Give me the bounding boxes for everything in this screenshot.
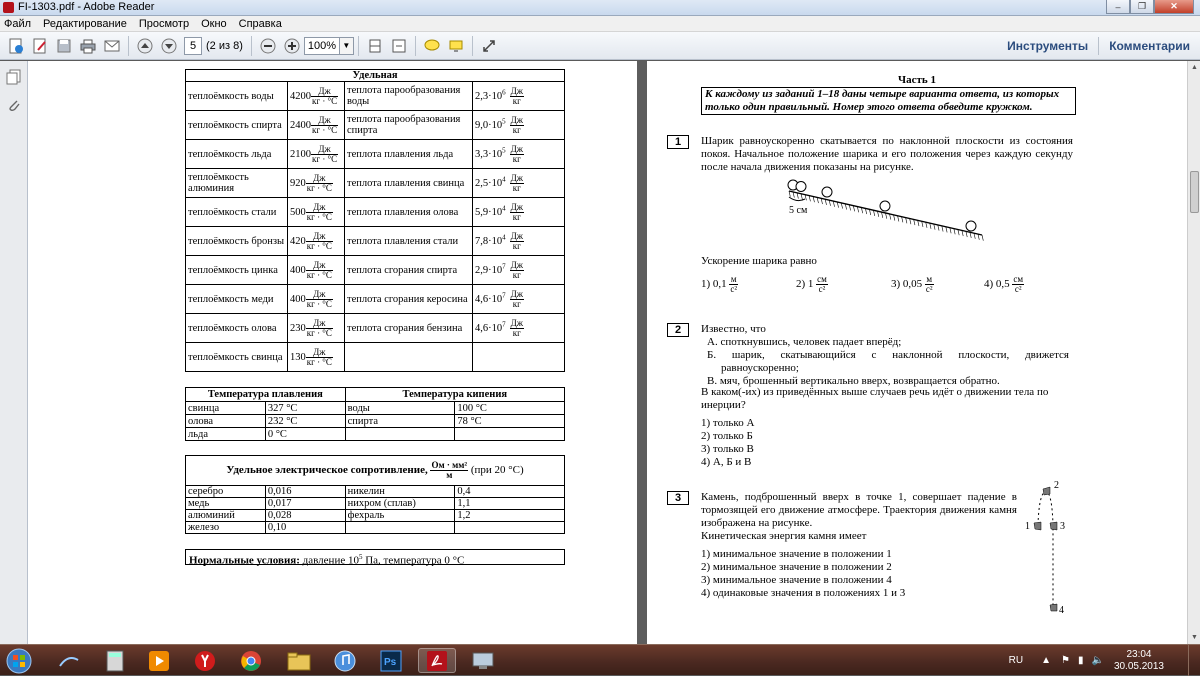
table-cell: $2,5\cdot 10^4$ $\frac{Дж}{кг}$ <box>473 169 565 198</box>
table-row <box>186 402 565 415</box>
menu-help[interactable]: Справка <box>238 17 282 30</box>
question-number: 3 <box>667 491 689 505</box>
toolbar <box>0 32 1200 60</box>
chrome-icon[interactable] <box>232 648 270 673</box>
table-cell: теплота плавления льда <box>345 140 473 169</box>
table-cell: $7,8\cdot 10^4$ $\frac{Дж}{кг}$ <box>473 227 565 256</box>
table-cell: теплоёмкость воды <box>186 82 288 111</box>
answer-option[interactable]: 4) 0,5 $\frac{см}{\text{с²}}$ <box>984 274 1024 294</box>
resistance-temp: (при 20 °С) <box>470 464 524 477</box>
itunes-icon[interactable] <box>326 648 364 673</box>
table-cell: 232 °С <box>265 415 345 428</box>
q2-ask: В каком(-их) из приведённых выше случаев речь идёт о движении тела по инерции? <box>701 386 1049 411</box>
start-button[interactable] <box>2 648 36 673</box>
part-instructions: К каждому из заданий 1–18 даны четыре варианта ответа, из которых только один правильный. Номер этого ответа обведите кружком. <box>701 87 1076 115</box>
table-cell: теплота сгорания керосина <box>345 285 473 314</box>
table-cell: 0,016 <box>265 486 345 498</box>
part-title: Часть 1 <box>898 74 936 86</box>
zoom-input[interactable]: 100% <box>304 37 340 55</box>
answer-option[interactable]: 1) только А <box>701 417 755 429</box>
table-cell: $4,6\cdot 10^7$ $\frac{Дж}{кг}$ <box>473 285 565 314</box>
table-cell: теплота парообразования спирта <box>345 111 473 140</box>
table-cell <box>455 522 565 534</box>
title-bar <box>0 0 1200 16</box>
navigation-sidebar <box>0 61 28 644</box>
adobe-reader-taskbar-icon[interactable] <box>418 648 456 673</box>
melt-header: Температура плавления <box>186 388 346 402</box>
table-cell: 400 $\frac{Дж}{кг \cdot ^\circ С}$ <box>288 256 345 285</box>
menu-edit[interactable]: Редактирование <box>43 17 127 30</box>
table-cell: алюминий <box>186 510 266 522</box>
table-cell: 0,028 <box>265 510 345 522</box>
normal-conditions: Нормальные условия: давление $10^5$ Па, температура 0 °С <box>185 549 565 565</box>
answer-option[interactable]: 1) минимальное значение в положении 1 <box>701 548 892 560</box>
tools-button[interactable]: Инструменты <box>1007 39 1089 53</box>
page-count: (2 из 8) <box>206 39 243 52</box>
table-cell: $2,3\cdot 10^6$ $\frac{Дж}{кг}$ <box>473 82 565 111</box>
table-cell <box>345 428 455 441</box>
table-cell: $5,9\cdot 10^4$ $\frac{Дж}{кг}$ <box>473 198 565 227</box>
table-cell: никелин <box>345 486 455 498</box>
explorer-icon[interactable] <box>280 648 318 673</box>
separator <box>415 36 416 56</box>
taskbar <box>0 644 1200 675</box>
inclined-plane-figure <box>777 177 997 253</box>
scroll-thumb[interactable] <box>1190 171 1199 213</box>
table-cell: теплоёмкость бронзы <box>186 227 288 256</box>
table-row <box>186 510 565 522</box>
table-cell: 0,017 <box>265 498 345 510</box>
table-row <box>186 227 565 256</box>
table-cell: 400 $\frac{Дж}{кг \cdot ^\circ С}$ <box>288 285 345 314</box>
table-row <box>186 428 565 441</box>
table-row <box>186 82 565 111</box>
previous-page-icon[interactable] <box>134 35 156 57</box>
table-row <box>186 256 565 285</box>
table-cell: 130 $\frac{Дж}{кг \cdot ^\circ С}$ <box>288 343 345 372</box>
table-row <box>186 486 565 498</box>
fit-width-icon[interactable] <box>388 35 410 57</box>
q1-ask: Ускорение шарика равно <box>701 255 817 267</box>
page-number-input[interactable]: 5 <box>184 37 202 55</box>
table-cell: теплота парообразования воды <box>345 82 473 111</box>
table-cell: 4200 $\frac{Дж}{кг \cdot ^\circ С}$ <box>288 82 345 111</box>
table-cell: $4,6\cdot 10^7$ $\frac{Дж}{кг}$ <box>473 314 565 343</box>
heat-table <box>185 69 565 372</box>
table-row <box>186 314 565 343</box>
answer-option[interactable]: 2) минимальное значение в положении 2 <box>701 561 892 573</box>
table-cell: фехраль <box>345 510 455 522</box>
comment-icon[interactable] <box>421 35 443 57</box>
table-cell: теплоёмкость олова <box>186 314 288 343</box>
maximize-button[interactable]: ❐ <box>1130 0 1154 14</box>
table-cell: 1,1 <box>455 498 565 510</box>
resistance-title: Удельное электрическое сопротивление, <box>226 464 428 477</box>
table-cell: нихром (сплав) <box>345 498 455 510</box>
table-cell: серебро <box>186 486 266 498</box>
edit-pdf-icon[interactable] <box>29 35 51 57</box>
answer-option[interactable]: 3) минимальное значение в положении 4 <box>701 574 892 586</box>
boil-header: Температура кипения <box>345 388 564 402</box>
svg-text:Ps: Ps <box>384 656 397 668</box>
question-number: 1 <box>667 135 689 149</box>
resistance-unit: $\frac{\text{Ом · мм²}}{м}$ <box>431 460 468 480</box>
table-cell: теплота плавления олова <box>345 198 473 227</box>
answer-option[interactable]: 1) 0,1 $\frac{м}{\text{с²}}$ <box>701 274 738 294</box>
answer-option[interactable]: 2) 1 $\frac{см}{\text{с²}}$ <box>796 274 827 294</box>
table-cell <box>345 343 473 372</box>
pages-icon[interactable] <box>6 69 22 88</box>
table-cell: спирта <box>345 415 455 428</box>
table-cell: теплоёмкость льда <box>186 140 288 169</box>
comments-button[interactable]: Комментарии <box>1109 39 1190 53</box>
vertical-scrollbar[interactable] <box>1187 61 1200 644</box>
table-cell: медь <box>186 498 266 510</box>
table-cell: 100 °С <box>455 402 565 415</box>
table-cell: олова <box>186 415 266 428</box>
table-row <box>186 140 565 169</box>
fit-page-icon[interactable] <box>364 35 386 57</box>
table-cell: теплоёмкость спирта <box>186 111 288 140</box>
q2-text: Известно, что <box>701 323 766 335</box>
table-cell: льда <box>186 428 266 441</box>
heat-table-header: Удельная <box>186 70 565 82</box>
zoom-in-icon[interactable] <box>281 35 303 57</box>
pdf-page-right <box>647 61 1187 644</box>
menu-bar <box>0 16 1200 32</box>
attachment-icon[interactable] <box>6 97 22 116</box>
table-row <box>186 285 565 314</box>
table-row <box>186 498 565 510</box>
tablet-input-icon[interactable] <box>50 648 88 673</box>
table-cell <box>455 428 565 441</box>
document-area <box>28 61 1187 644</box>
question-number: 2 <box>667 323 689 337</box>
volume-icon[interactable]: 🔈 <box>1091 655 1104 666</box>
position-label-3: 3 <box>1060 521 1065 532</box>
q3-text: Камень, подброшенный вверх в точке 1, совершает падение в тормозящей его движение атмосфере. Траектория движения камня изображена на рисунке. <box>701 491 1017 529</box>
table-cell: теплота плавления свинца <box>345 169 473 198</box>
answer-option[interactable]: 4) А, Б и В <box>701 456 752 468</box>
table-cell: теплота сгорания бензина <box>345 314 473 343</box>
window-title: FI-1303.pdf - Adobe Reader <box>18 1 155 13</box>
table-cell: 0,4 <box>455 486 565 498</box>
table-cell: теплота сгорания спирта <box>345 256 473 285</box>
highlight-icon[interactable] <box>445 35 467 57</box>
minimize-button[interactable]: – <box>1106 0 1130 14</box>
separator <box>251 36 252 56</box>
list-item: В. мяч, брошенный вертикально вверх, возвращается обратно. <box>707 375 1000 387</box>
table-cell: свинца <box>186 402 266 415</box>
separator <box>128 36 129 56</box>
expand-icon[interactable] <box>478 35 500 57</box>
answer-option[interactable]: 4) одинаковые значения в положениях 1 и 3 <box>701 587 906 599</box>
table-cell: теплота плавления стали <box>345 227 473 256</box>
table-row <box>186 169 565 198</box>
table-cell: $9,0\cdot 10^5$ $\frac{Дж}{кг}$ <box>473 111 565 140</box>
table-cell: 78 °С <box>455 415 565 428</box>
ruler-tick <box>982 235 983 241</box>
table-cell: теплоёмкость меди <box>186 285 288 314</box>
calculator-icon[interactable] <box>96 648 134 673</box>
q1-text: Шарик равноускоренно скатывается по наклонной плоскости из состояния покоя. Начальное положение шарика и его положения через каждую секунду после начала движения показаны на рисунке. <box>701 135 1073 173</box>
menu-view[interactable]: Просмотр <box>138 17 190 30</box>
yandex-icon[interactable] <box>186 648 224 673</box>
show-desktop-button[interactable] <box>1188 645 1200 676</box>
scroll-up-icon[interactable]: ▲ <box>1191 64 1198 71</box>
next-page-icon[interactable] <box>158 35 180 57</box>
answer-option[interactable]: 3) только В <box>701 443 754 455</box>
clock[interactable]: 23:04 30.05.2013 <box>1113 648 1164 672</box>
network-app-icon[interactable] <box>464 648 502 673</box>
list-item: Б. шарик, скатывающийся с наклонной плоскости, движется равноускоренно; <box>707 349 1069 374</box>
position-label-4: 4 <box>1059 605 1064 616</box>
trajectory-figure <box>1019 479 1079 619</box>
photoshop-icon[interactable] <box>372 648 410 673</box>
separator <box>358 36 359 56</box>
adobe-reader-icon <box>3 2 14 13</box>
network-icon[interactable]: ▮ <box>1077 655 1084 666</box>
table-cell: 2100 $\frac{Дж}{кг \cdot ^\circ С}$ <box>288 140 345 169</box>
close-button[interactable]: ✕ <box>1154 0 1194 14</box>
list-item: А. споткнувшись, человек падает вперёд; <box>707 336 902 348</box>
table-cell: 1,2 <box>455 510 565 522</box>
table-cell: теплоёмкость стали <box>186 198 288 227</box>
table-cell: $2,9\cdot 10^7$ $\frac{Дж}{кг}$ <box>473 256 565 285</box>
melt-table <box>185 387 565 441</box>
create-pdf-icon[interactable] <box>5 35 27 57</box>
menu-file[interactable]: Файл <box>4 17 32 30</box>
table-row <box>186 415 565 428</box>
table-cell: 420 $\frac{Дж}{кг \cdot ^\circ С}$ <box>288 227 345 256</box>
position-label-1: 1 <box>1025 521 1030 532</box>
answer-option[interactable]: 3) 0,05 $\frac{м}{\text{с²}}$ <box>891 274 933 294</box>
table-row <box>186 198 565 227</box>
pdf-page-left <box>28 61 637 644</box>
print-icon[interactable] <box>77 35 99 57</box>
table-cell: 2400 $\frac{Дж}{кг \cdot ^\circ С}$ <box>288 111 345 140</box>
table-cell: теплоёмкость цинка <box>186 256 288 285</box>
scroll-down-icon[interactable]: ▼ <box>1191 634 1198 641</box>
q3-ask: Кинетическая энергия камня имеет <box>701 530 867 542</box>
media-player-icon[interactable] <box>140 648 178 673</box>
scale-label: 5 см <box>789 205 808 216</box>
table-row <box>186 343 565 372</box>
zoom-out-icon[interactable] <box>257 35 279 57</box>
table-cell: 920 $\frac{Дж}{кг \cdot ^\circ С}$ <box>288 169 345 198</box>
table-cell: 0 °С <box>265 428 345 441</box>
table-cell: $3,3\cdot 10^5$ $\frac{Дж}{кг}$ <box>473 140 565 169</box>
position-label-2: 2 <box>1054 480 1059 491</box>
save-icon[interactable] <box>53 35 75 57</box>
table-cell: теплоёмкость алюминия <box>186 169 288 198</box>
language-indicator[interactable]: RU <box>1008 655 1024 666</box>
answer-option[interactable]: 2) только Б <box>701 430 753 442</box>
flag-icon[interactable]: ⚑ <box>1061 655 1070 666</box>
email-icon[interactable] <box>101 35 123 57</box>
table-cell: воды <box>345 402 455 415</box>
table-cell: железо <box>186 522 266 534</box>
menu-window[interactable]: Окно <box>201 17 227 30</box>
table-cell <box>473 343 565 372</box>
table-row <box>186 522 565 534</box>
separator <box>472 36 473 56</box>
table-cell: 0,10 <box>265 522 345 534</box>
table-cell: 500 $\frac{Дж}{кг \cdot ^\circ С}$ <box>288 198 345 227</box>
chevron-down-icon[interactable]: ▼ <box>340 37 354 55</box>
table-cell <box>345 522 455 534</box>
table-cell: теплоёмкость свинца <box>186 343 288 372</box>
tray-expand-icon[interactable]: ▲ <box>1041 655 1051 666</box>
table-row <box>186 111 565 140</box>
system-tray <box>1009 645 1200 676</box>
resistance-table <box>185 455 565 534</box>
table-cell: 230 $\frac{Дж}{кг \cdot ^\circ С}$ <box>288 314 345 343</box>
table-cell: 327 °С <box>265 402 345 415</box>
